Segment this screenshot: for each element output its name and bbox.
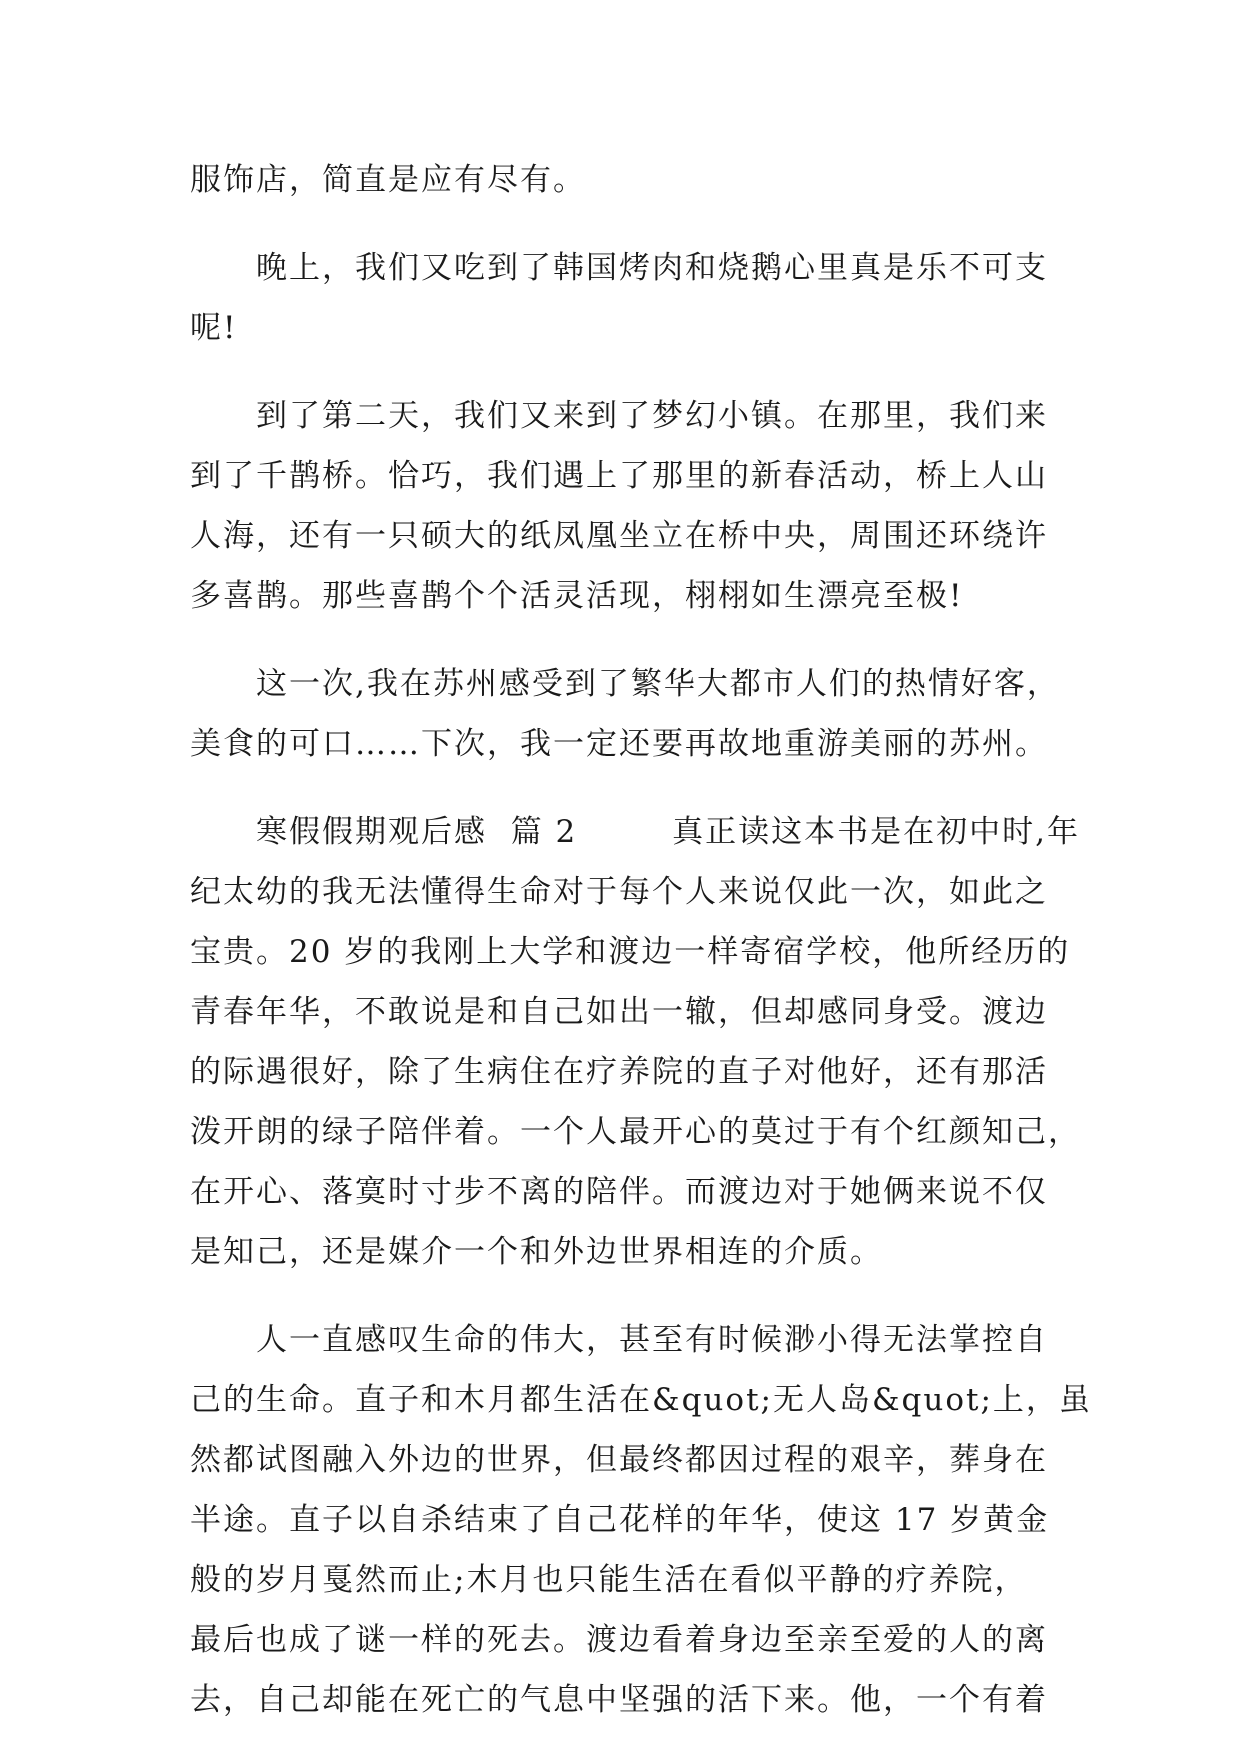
text-line: 纪太幼的我无法懂得生命对于每个人来说仅此一次，如此之	[190, 874, 1048, 910]
text-line: 是知己，还是媒介一个和外边世界相连的介质。	[190, 1234, 883, 1270]
text-line: 美食的可口……下次，我一定还要再故地重游美丽的苏州。	[190, 726, 1048, 762]
text-line: 的际遇很好，除了生病住在疗养院的直子对他好，还有那活	[190, 1054, 1048, 1090]
text-line: 人海，还有一只硕大的纸凤凰坐立在桥中央，周围还环绕许	[190, 518, 1048, 554]
text-line: 服饰店，简直是应有尽有。	[190, 162, 586, 198]
text-line: 然都试图融入外边的世界，但最终都因过程的艰辛，葬身在	[190, 1442, 1048, 1478]
text-line: 这一次,我在苏州感受到了繁华大都市人们的热情好客，	[256, 666, 1060, 702]
text-line: 最后也成了谜一样的死去。渡边看着身边至亲至爱的人的离	[190, 1622, 1048, 1658]
text-line: 半途。直子以自杀结束了自己花样的年华，使这 17 岁黄金	[190, 1502, 1050, 1538]
text-line: 般的岁月戛然而止;木月也只能生活在看似平静的疗养院，	[190, 1562, 1028, 1598]
text-line: 多喜鹊。那些喜鹊个个活灵活现，栩栩如生漂亮至极!	[190, 578, 964, 614]
text-line: 晚上，我们又吃到了韩国烤肉和烧鹅心里真是乐不可支	[256, 250, 1048, 286]
text-line: 人一直感叹生命的伟大，甚至有时候渺小得无法掌控自	[256, 1322, 1048, 1358]
text-line: 宝贵。20 岁的我刚上大学和渡边一样寄宿学校，他所经历的	[190, 934, 1071, 970]
text-line: 泼开朗的绿子陪伴着。一个人最开心的莫过于有个红颜知己，	[190, 1114, 1081, 1150]
text-line: 到了千鹊桥。恰巧，我们遇上了那里的新春活动，桥上人山	[190, 458, 1048, 494]
document-body	[190, 150, 1092, 1730]
text-line: 去，自己却能在死亡的气息中坚强的活下来。他，一个有着	[190, 1682, 1048, 1718]
text-line: 呢!	[190, 310, 238, 346]
text-line: 青春年华，不敢说是和自己如出一辙，但却感同身受。渡边	[190, 994, 1048, 1030]
text-line: 在开心、落寞时寸步不离的陪伴。而渡边对于她俩来说不仅	[190, 1174, 1048, 1210]
text-line: 己的生命。直子和木月都生活在&quot;无人岛&quot;上，虽	[190, 1382, 1092, 1418]
text-line: 到了第二天，我们又来到了梦幻小镇。在那里，我们来	[256, 398, 1048, 434]
text-line: 寒假假期观后感 篇 2 真正读这本书是在初中时,年	[256, 814, 1080, 850]
